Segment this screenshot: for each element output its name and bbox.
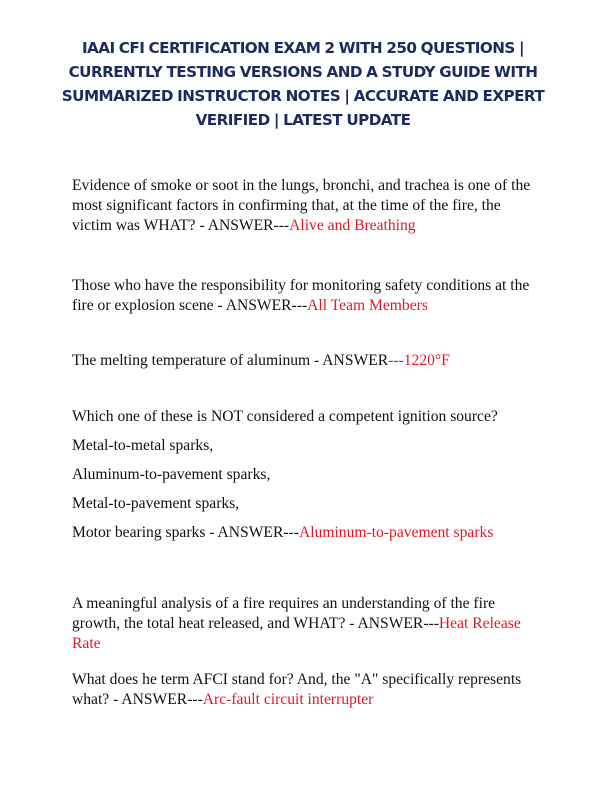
qa-item xyxy=(72,407,542,552)
qa-item xyxy=(72,594,542,654)
option-text: Aluminum-to-pavement sparks, xyxy=(72,466,271,483)
qa-item xyxy=(72,351,542,371)
question-text: Those who have the responsibility for monitoring safety conditions at the fire or explosion scene - ANSWER--- xyxy=(72,277,530,314)
question-text: Which one of these is NOT considered a competent ignition source? xyxy=(72,408,498,425)
answer-text: Arc-fault circuit interrupter xyxy=(202,691,374,708)
option-text: Metal-to-metal sparks, xyxy=(72,437,214,454)
option-text-last xyxy=(72,523,542,552)
qa-item xyxy=(72,176,542,236)
qa-item xyxy=(72,670,542,710)
option-prefix: Motor bearing sparks - ANSWER--- xyxy=(72,524,299,541)
answer-text: Aluminum-to-pavement sparks xyxy=(298,524,494,541)
question-text: A meaningful analysis of a fire requires an understanding of the fire growth, the total heat released, and WHAT? - ANSWER--- xyxy=(72,595,496,632)
answer-text: All Team Members xyxy=(307,297,428,314)
answer-text: Heat Release Rate xyxy=(72,615,521,652)
option-text: Metal-to-pavement sparks, xyxy=(72,495,240,512)
answer-text: Alive and Breathing xyxy=(289,217,416,234)
answer-text: ---1220°F xyxy=(388,352,450,369)
document-title: IAAI CFI CERTIFICATION EXAM 2 WITH 250 QUESTIONS | CURRENTLY TESTING VERSIONS AND A STUDY GUIDE WITH SUMMARIZED INSTRUCTOR NOTES | ACCURATE AND EXPERT VERIFIED | LATEST UPDATE xyxy=(61,39,545,129)
question-text: The melting temperature of aluminum - ANSWER xyxy=(72,352,389,369)
question-text: Evidence of smoke or soot in the lungs, bronchi, and trachea is one of the most significant factors in confirming that, at the time of the fire, the victim was WHAT? - ANSWER--- xyxy=(72,177,531,234)
qa-item xyxy=(72,276,542,316)
question-text: What does he term AFCI stand for? And, the "A" specifically represents what? - ANSWER--- xyxy=(72,671,522,708)
